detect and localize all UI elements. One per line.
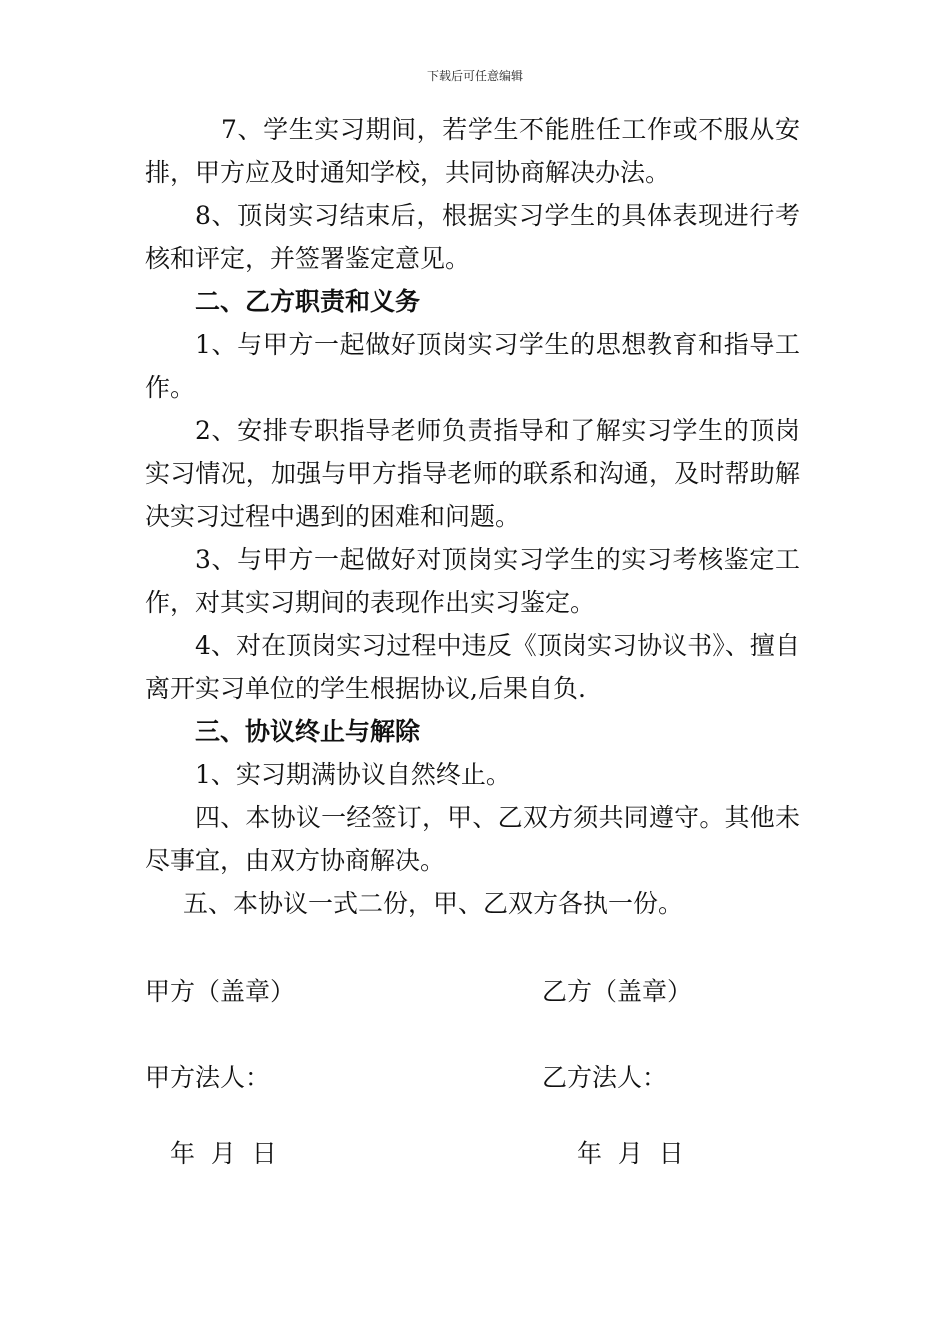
clause-b4: 4、对在顶岗实习过程中违反《顶岗实习协议书》、擅自离开实习单位的学生根据协议,后果自负. [145,631,800,703]
party-a-date: 年 月 日 [170,1139,277,1168]
clause-four: 四、本协议一经签订，甲、乙双方须共同遵守。其他未尽事宜，由双方协商解决。 [145,803,800,875]
party-a-seal: 甲方（盖章） [145,977,296,1006]
clause-a7: 7、学生实习期间，若学生不能胜任工作或不服从安排，甲方应及时通知学校，共同协商解决办法。 [145,115,800,187]
signature-seal-row [145,974,805,1010]
clause-a8: 8、顶岗实习结束后，根据实习学生的具体表现进行考核和评定，并签署鉴定意见。 [145,201,800,273]
signature-legal-row [145,1060,805,1096]
clause-c1: 1、实习期满协议自然终止。 [195,760,511,789]
signature-date-row [145,1136,805,1172]
clause-b1: 1、与甲方一起做好顶岗实习学生的思想教育和指导工作。 [145,330,800,402]
clause-b2: 2、安排专职指导老师负责指导和了解实习学生的顶岗实习情况，加强与甲方指导老师的联系和沟通，及时帮助解决实习过程中遇到的困难和问题。 [145,416,800,531]
party-b-legal: 乙方法人： [542,1063,668,1092]
header-note: 下载后可任意编辑 [426,69,523,83]
section-heading-termination: 三、协议终止与解除 [195,717,421,746]
party-a-legal: 甲方法人： [145,1063,271,1092]
clause-five: 五、本协议一式二份，甲、乙双方各执一份。 [183,889,684,918]
party-b-seal: 乙方（盖章） [542,977,693,1006]
party-b-date: 年 月 日 [577,1139,684,1168]
clause-b3: 3、与甲方一起做好对顶岗实习学生的实习考核鉴定工作，对其实习期间的表现作出实习鉴定。 [145,545,800,617]
document-body [145,108,800,925]
section-heading-party-b: 二、乙方职责和义务 [195,287,421,316]
